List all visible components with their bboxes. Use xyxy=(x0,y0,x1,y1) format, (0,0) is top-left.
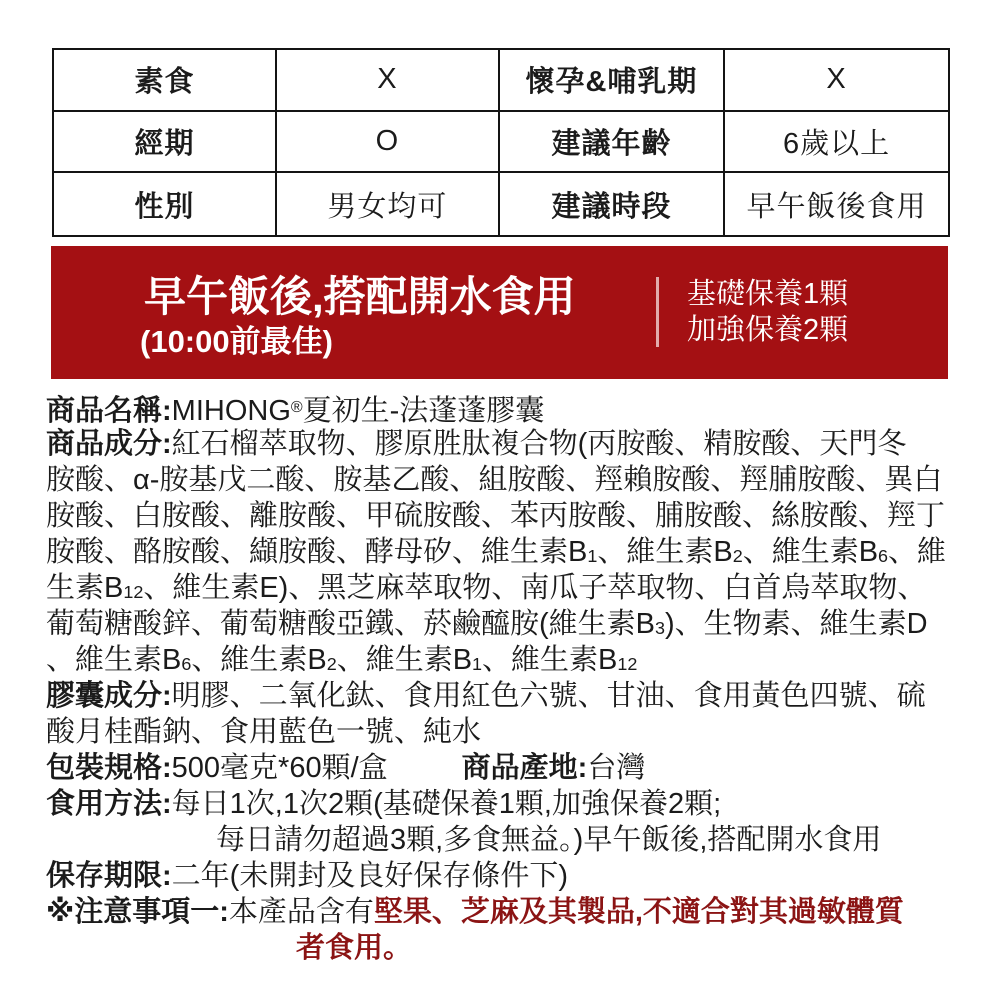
spec-value-cell: X xyxy=(725,50,948,112)
text-segment-normal: 、維 xyxy=(888,536,947,568)
spec-value-cell: O xyxy=(277,112,500,174)
spec-label-cell: 經期 xyxy=(54,112,277,174)
text-segment-normal: 紅石榴萃取物、膠原胜肽複合物(丙胺酸、精胺酸、天門冬 xyxy=(171,428,907,460)
spec-value-cell: 男女均可 xyxy=(277,173,500,235)
spec-label-cell: 性別 xyxy=(54,173,277,235)
usage-banner xyxy=(51,246,948,379)
spec-label-cell: 建議年齡 xyxy=(500,112,725,174)
detail-line xyxy=(46,858,956,894)
text-segment-label: 包裝規格: xyxy=(46,752,172,784)
text-segment-normal: 每日1次,1次2顆(基礎保養1顆,加強保養2顆; xyxy=(171,788,722,820)
text-segment-sub: 1 xyxy=(472,654,483,675)
text-segment-normal: 、維生素B xyxy=(482,644,618,676)
spec-value-cell: 早午飯後食用 xyxy=(746,190,927,223)
text-segment-normal: 二年(未開封及良好保存條件下) xyxy=(171,860,568,892)
text-segment-normal: 、維生素E)、黑芝麻萃取物、南瓜子萃取物、白首烏萃取物、 xyxy=(143,572,927,604)
detail-line xyxy=(46,426,956,462)
banner-divider xyxy=(656,277,659,347)
text-segment-sub: 12 xyxy=(617,654,638,675)
text-segment-label: 商品名稱: xyxy=(46,394,172,427)
text-segment-normal: 胺酸、α-胺基戊二酸、胺基乙酸、組胺酸、羥賴胺酸、羥脯胺酸、異白 xyxy=(46,464,943,496)
text-segment-normal: 、維生素B xyxy=(742,536,879,568)
text-segment-sub: 2 xyxy=(326,654,337,675)
text-segment-sub: 12 xyxy=(123,582,144,603)
detail-line xyxy=(46,930,956,966)
detail-line xyxy=(46,786,956,822)
detail-line xyxy=(46,642,956,678)
text-segment-sub: 6 xyxy=(181,654,192,675)
text-segment-normal: 、維生素B xyxy=(597,536,733,568)
text-segment-label: 保存期限: xyxy=(46,860,172,892)
detail-line xyxy=(46,894,956,930)
text-segment-label: 食用方法: xyxy=(46,788,172,820)
text-segment-normal: 、維生素B xyxy=(336,644,473,676)
text-segment-normal: 500毫克*60顆/盒 xyxy=(171,752,388,784)
detail-line xyxy=(46,462,956,498)
text-segment-sub: 3 xyxy=(655,618,666,639)
text-segment-sub: 1 xyxy=(587,546,598,567)
text-segment-normal: 明膠、二氧化鈦、食用紅色六號、甘油、食用黃色四號、硫 xyxy=(171,680,926,712)
text-segment-label: 商品成分: xyxy=(46,428,172,460)
text-segment-normal: 葡萄糖酸鋅、葡萄糖酸亞鐵、菸鹼醯胺(維生素B xyxy=(46,608,656,640)
spec-value-cell: X xyxy=(277,50,500,112)
text-segment-sub: 2 xyxy=(732,546,743,567)
text-segment-normal: )、生物素、維生素D xyxy=(665,608,928,640)
text-segment-normal: 胺酸、酪胺酸、纈胺酸、酵母矽、維生素B xyxy=(46,536,588,568)
banner-subtitle: (10:00前最佳) xyxy=(140,324,333,359)
detail-line xyxy=(46,570,956,606)
text-segment-sub: 6 xyxy=(878,546,889,567)
text-segment-normal: 本產品含有 xyxy=(228,896,374,928)
text-segment-normal: MIHONG xyxy=(171,394,291,427)
text-segment-normal: 酸月桂酯鈉、食用藍色一號、純水 xyxy=(46,716,482,748)
banner-dosage-block xyxy=(687,276,848,348)
detail-line xyxy=(46,606,956,642)
banner-dosage-line-2: 加強保養2顆 xyxy=(687,314,849,346)
spec-value-cell: 6歲以上 xyxy=(725,112,948,174)
text-segment-normal: 夏初生-法蓬蓬膠囊 xyxy=(302,394,545,427)
text-segment-label: 膠囊成分: xyxy=(46,680,172,712)
detail-line xyxy=(46,390,956,426)
detail-line xyxy=(46,750,956,786)
text-segment-redbold: 堅果、芝麻及其製品,不適合對其過敏體質 xyxy=(373,896,904,928)
spec-label-cell: 素食 xyxy=(54,50,277,112)
text-segment-normal: 、維生素B xyxy=(191,644,327,676)
banner-title: 早午飯後,搭配開水食用 xyxy=(144,273,576,320)
detail-line xyxy=(46,534,956,570)
detail-line xyxy=(46,498,956,534)
text-segment-normal: 台灣 xyxy=(587,752,646,784)
spec-label-cell: 建議時段 xyxy=(500,173,725,235)
banner-dosage-line-1: 基礎保養1顆 xyxy=(687,278,849,310)
detail-line xyxy=(46,822,956,858)
text-segment-label: 商品產地: xyxy=(461,752,588,784)
product-details xyxy=(46,390,956,966)
spec-label-cell: 懷孕&哺乳期 xyxy=(500,50,725,112)
text-segment-normal: 生素B xyxy=(46,572,124,604)
detail-line xyxy=(46,714,956,750)
text-segment-redbold: 者食用。 xyxy=(296,932,413,964)
text-segment-normal: 胺酸、白胺酸、離胺酸、甲硫胺酸、苯丙胺酸、脯胺酸、絲胺酸、羥丁 xyxy=(46,500,946,532)
text-segment-label: ※注意事項一: xyxy=(46,896,229,928)
text-segment-sup: ® xyxy=(290,399,303,416)
detail-line xyxy=(46,678,956,714)
text-segment-normal: 、維生素B xyxy=(46,644,182,676)
text-segment-normal: 每日請勿超過3顆,多食無益。)早午飯後,搭配開水食用 xyxy=(216,824,882,856)
spec-table xyxy=(52,48,950,237)
